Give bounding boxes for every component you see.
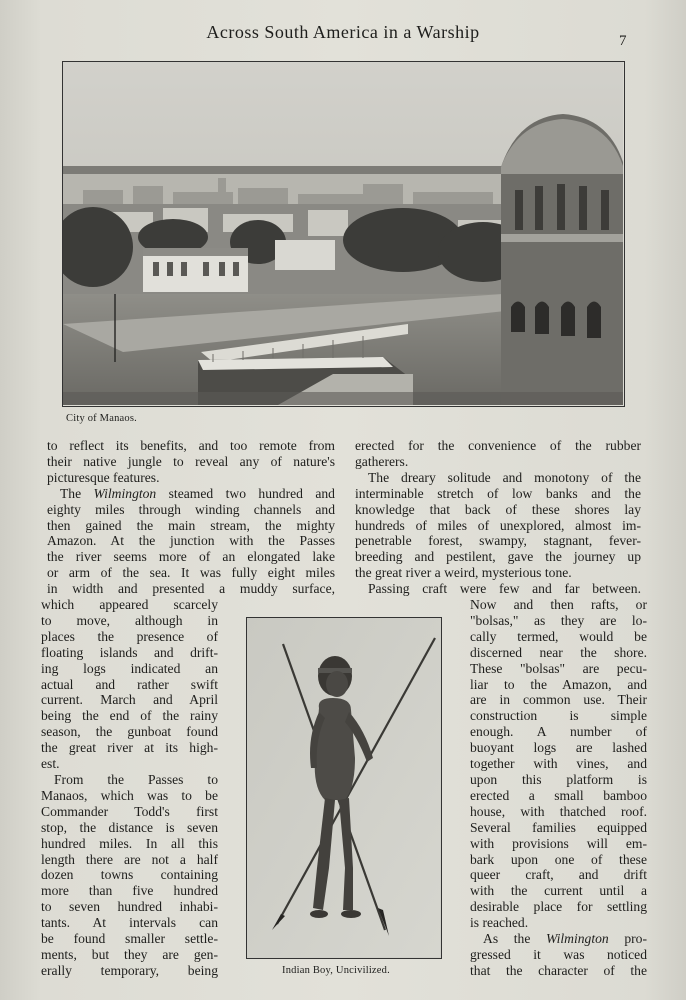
left-column-top-text: [47, 438, 335, 597]
text-line: hundreds of miles of unexplored, almost im-: [355, 517, 641, 533]
text-line: dozen towns containing: [41, 867, 218, 883]
text-line: in width and presented a muddy surface,: [47, 581, 335, 597]
text-line: Manaos, which was to be: [41, 787, 218, 803]
city-of-manaos-photo: [62, 61, 625, 407]
text-line: the great river at its high-: [41, 740, 218, 756]
text-line: knowledge that back of these shores lay: [355, 501, 641, 517]
city-photo-caption: City of Manaos.: [66, 413, 137, 424]
text-line: current. March and April: [41, 692, 218, 708]
text-line: to move, although in: [41, 612, 218, 628]
text-line: that the character of the: [470, 962, 647, 978]
text-line: Commander Todd's first: [41, 803, 218, 819]
indian-boy-photo: [246, 617, 442, 959]
text-line: ing logs indicated an: [41, 660, 218, 676]
text-line: ments, but they are gen-: [41, 946, 218, 962]
text-line: floating islands and drift-: [41, 644, 218, 660]
text-line: The dreary solitude and monotony of the: [368, 469, 641, 485]
text-line: to seven hundred inhabi-: [41, 899, 218, 915]
text-line: their native jungle to reveal any of nature's: [47, 453, 335, 469]
text-line: to reflect its benefits, and too remote from: [47, 438, 335, 453]
text-line: enough. A number of: [470, 724, 647, 740]
text-line: Now and then rafts, or: [470, 597, 647, 612]
text-line: being the end of the rainy: [41, 708, 218, 724]
text-line: est.: [41, 756, 60, 772]
text-line: construction is simple: [470, 708, 647, 724]
text-line: the river seems more of an elongated lake: [47, 549, 335, 565]
text-line: buoyant logs are lashed: [470, 740, 647, 756]
text-line: season, the gunboat found: [41, 724, 218, 740]
text-line: bark upon one of these: [470, 851, 647, 867]
text-line: house, with thatched roof.: [470, 803, 647, 819]
right-column-top-text: [355, 438, 641, 597]
text-line: stop, the distance is seven: [41, 819, 218, 835]
text-line: penetrable forest, swampy, stagnant, fever-: [355, 533, 641, 549]
text-line: erally temporary, being: [41, 962, 218, 978]
text-line: The Wilmington steamed two hundred and: [60, 485, 335, 501]
text-line: eighty miles through winding channels and: [47, 501, 335, 517]
text-line: with the current until a: [470, 883, 647, 899]
text-line: discerned near the shore.: [470, 644, 647, 660]
text-line: As the Wilmington pro-: [483, 931, 647, 947]
text-line: desirable place for settling: [470, 899, 647, 915]
text-line: These "bolsas" are pecu-: [470, 660, 647, 676]
running-header-title: Across South America in a Warship: [206, 22, 480, 42]
text-line: length there are not a half: [41, 851, 218, 867]
text-line: with provisions will em-: [470, 835, 647, 851]
right-column-narrow-text: [470, 597, 647, 979]
text-line: or arm of the sea. It was fully eight miles: [47, 565, 335, 581]
page-number: 7: [619, 33, 627, 49]
text-line: Passing craft were few and far between.: [368, 581, 641, 597]
text-line: tants. At intervals can: [41, 915, 218, 931]
text-line: "bolsas," as they are lo-: [470, 612, 647, 628]
city-photo-illustration: [63, 62, 623, 405]
text-line: the great river a weird, mysterious tone.: [355, 565, 572, 581]
text-line: be found smaller settle-: [41, 931, 218, 947]
text-line: liar to the Amazon, and: [470, 676, 647, 692]
text-line: Several families equipped: [470, 819, 647, 835]
text-line: gressed it was noticed: [470, 946, 647, 962]
text-line: is reached.: [470, 915, 529, 931]
text-line: picturesque features.: [47, 469, 160, 485]
text-line: cally termed, would be: [470, 628, 647, 644]
indian-boy-caption: Indian Boy, Uncivilized.: [282, 965, 390, 976]
text-line: upon this platform is: [470, 771, 647, 787]
left-column-narrow-text: [41, 597, 218, 979]
text-line: erected for the convenience of the rubber: [355, 438, 641, 453]
indian-boy-illustration: [247, 618, 440, 957]
text-line: Amazon. At the junction with the Passes: [47, 533, 335, 549]
text-line: which appeared scarcely: [41, 597, 218, 612]
text-line: hundred miles. In all this: [41, 835, 218, 851]
text-line: interminable stretch of low banks and the: [355, 485, 641, 501]
text-line: more than five hundred: [41, 883, 218, 899]
text-line: are in common use. Their: [470, 692, 647, 708]
text-line: erected a small bamboo: [470, 787, 647, 803]
text-line: actual and rather swift: [41, 676, 218, 692]
text-line: together with vines, and: [470, 756, 647, 772]
text-line: gatherers.: [355, 453, 409, 469]
text-line: breeding and pestilent, gave the journey up: [355, 549, 641, 565]
text-line: queer craft, and drift: [470, 867, 647, 883]
text-line: then gained the main stream, the mighty: [47, 517, 335, 533]
text-line: places the presence of: [41, 628, 218, 644]
text-line: From the Passes to: [54, 771, 218, 787]
